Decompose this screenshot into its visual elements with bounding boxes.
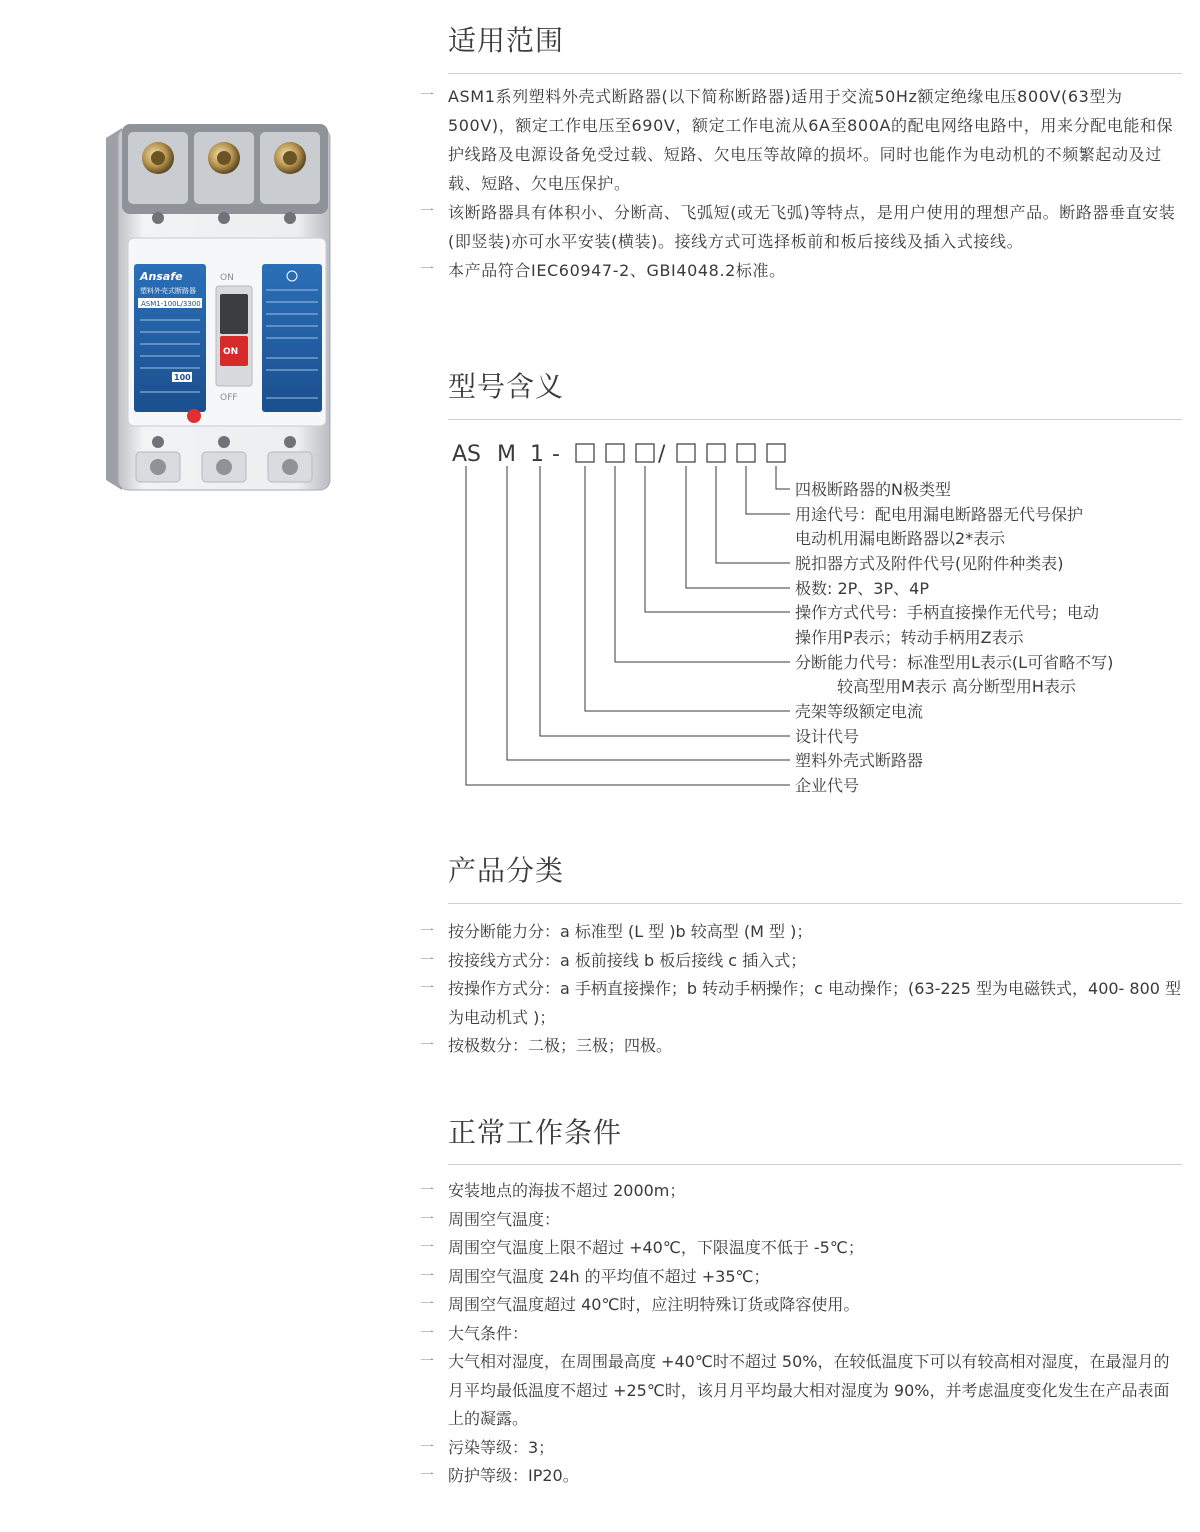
list-item: 一 ASM1系列塑料外壳式断路器(以下简称断路器)适用于交流50Hz额定绝缘电压800V(63型为500V)，额定工作电压至690V，额定工作电流从6A至800A的配电网络电路中，用来分配电能和保护线路及电源设备免受过载、短路、欠电压等故障的损坏。同时也能作为电动机的不频繁起动及过载、短路、欠电压保护。 [420, 82, 1182, 198]
bullet-dash-icon: 一 [420, 1268, 432, 1285]
classification-list [420, 918, 1182, 1061]
list-item: 一 按极数分：二极；三极；四极。 [420, 1032, 1182, 1061]
svg-text:100: 100 [174, 373, 191, 382]
connector-lines [466, 466, 790, 785]
model-code-diagram [440, 430, 1200, 810]
circuit-breaker-photo [92, 118, 337, 500]
section-divider [448, 73, 1182, 74]
bullet-dash-icon: 一 [420, 1183, 432, 1199]
list-item: 一 安装地点的海拔不超过 2000m； [420, 1177, 1182, 1206]
code-dash: - [552, 442, 560, 467]
section-divider [448, 1164, 1182, 1165]
list-item: 一 周围空气温度超过 40℃时，应注明特殊订货或降容使用。 [420, 1291, 1182, 1320]
bullet-dash-icon: 一 [420, 88, 432, 104]
bullet-dash-icon: 一 [420, 924, 432, 940]
label-operation-code: 操作方式代号：手柄直接操作无代号；电动 [795, 603, 1100, 622]
list-item: 一 按接线方式分：a 板前接线 b 板后接线 c 插入式； [420, 947, 1182, 976]
bullet-dash-icon: 一 [420, 1354, 432, 1370]
list-item: 一 周围空气温度上限不超过 +40℃，下限温度不低于 -5℃； [420, 1234, 1182, 1263]
bullet-dash-icon: 一 [420, 204, 432, 220]
code-as: AS [452, 442, 482, 467]
label-breaking-capacity-2: 较高型用M表示 高分断型用H表示 [837, 677, 1076, 696]
section-title-conditions: 正常工作条件 [448, 1116, 623, 1149]
brand-logo: Ansafe [140, 270, 183, 283]
bullet-dash-icon: 一 [420, 1297, 432, 1313]
bullet-dash-icon: 一 [420, 981, 432, 997]
label-company-code: 企业代号 [795, 776, 860, 795]
list-item: 一 大气条件： [420, 1320, 1182, 1349]
bullet-dash-icon: 一 [420, 1211, 432, 1228]
bullet-dash-icon: 一 [420, 952, 432, 969]
list-item: 一 本产品符合IEC60947-2、GBI4048.2标准。 [420, 256, 1182, 285]
code-slash: / [658, 442, 666, 467]
bullet-dash-icon: 一 [420, 1439, 432, 1456]
label-design-code: 设计代号 [795, 727, 860, 746]
label-operation-code-2: 操作用P表示；转动手柄用Z表示 [795, 628, 1024, 647]
scope-list [420, 82, 1182, 285]
svg-text:ON: ON [223, 347, 239, 357]
label-poles: 极数: 2P、3P、4P [795, 579, 929, 598]
svg-text:ON: ON [220, 273, 234, 283]
label-mccb: 塑料外壳式断路器 [795, 751, 924, 770]
bullet-dash-icon: 一 [420, 262, 432, 278]
code-m: M [497, 442, 516, 467]
list-item: 一 周围空气温度： [420, 1206, 1182, 1235]
list-item: 一 污染等级：3； [420, 1434, 1182, 1463]
section-divider [448, 419, 1182, 420]
code-placeholder-boxes [576, 444, 785, 462]
list-item: 一 防护等级：IP20。 [420, 1462, 1182, 1491]
bullet-dash-icon: 一 [420, 1038, 432, 1054]
section-title-classification: 产品分类 [448, 854, 565, 887]
svg-text:塑料外壳式断路器: 塑料外壳式断路器 [140, 287, 196, 295]
list-item: 一 该断路器具有体积小、分断高、飞弧短(或无飞弧)等特点，是用户使用的理想产品。断路器垂直安装(即竖装)亦可水平安装(横装)。接线方式可选择板前和板后接线及插入式接线。 [420, 198, 1182, 256]
list-item: 一 按操作方式分：a 手柄直接操作；b 转动手柄操作；c 电动操作；(63-225 型为电磁铁式，400- 800 型为电动机式 )； [420, 975, 1182, 1032]
list-item: 一 周围空气温度 24h 的平均值不超过 +35℃； [420, 1263, 1182, 1292]
bullet-dash-icon: 一 [420, 1325, 432, 1342]
list-item: 一 大气相对湿度，在周围最高度 +40℃时不超过 50%，在较低温度下可以有较高相对湿度，在最湿月的月平均最低温度不超过 +25℃时，该月月平均最大相对湿度为 90%，并考虑温度变化发生在产品表面上的凝露。 [420, 1348, 1182, 1434]
label-usage-code-2: 电动机用漏电断路器以2*表示 [795, 529, 1006, 548]
conditions-list [420, 1177, 1182, 1491]
bullet-dash-icon: 一 [420, 1468, 432, 1484]
section-title-scope: 适用范围 [448, 24, 565, 57]
svg-text:OFF: OFF [220, 393, 238, 403]
code-1: 1 [530, 442, 544, 467]
label-release-code: 脱扣器方式及附件代号(见附件种类表) [795, 554, 1064, 573]
bullet-dash-icon: 一 [420, 1240, 432, 1256]
svg-text:ASM1-100L/3300: ASM1-100L/3300 [141, 300, 201, 308]
label-usage-code: 用途代号：配电用漏电断路器无代号保护 [795, 505, 1084, 524]
list-item: 一 按分断能力分：a 标准型 (L 型 )b 较高型 (M 型 )； [420, 918, 1182, 947]
section-title-model: 型号含义 [448, 370, 565, 403]
label-n-pole-type: 四极断路器的N极类型 [795, 480, 951, 499]
label-breaking-capacity: 分断能力代号：标准型用L表示(L可省略不写) [795, 653, 1114, 672]
section-divider [448, 903, 1182, 904]
label-frame-current: 壳架等级额定电流 [795, 702, 924, 721]
